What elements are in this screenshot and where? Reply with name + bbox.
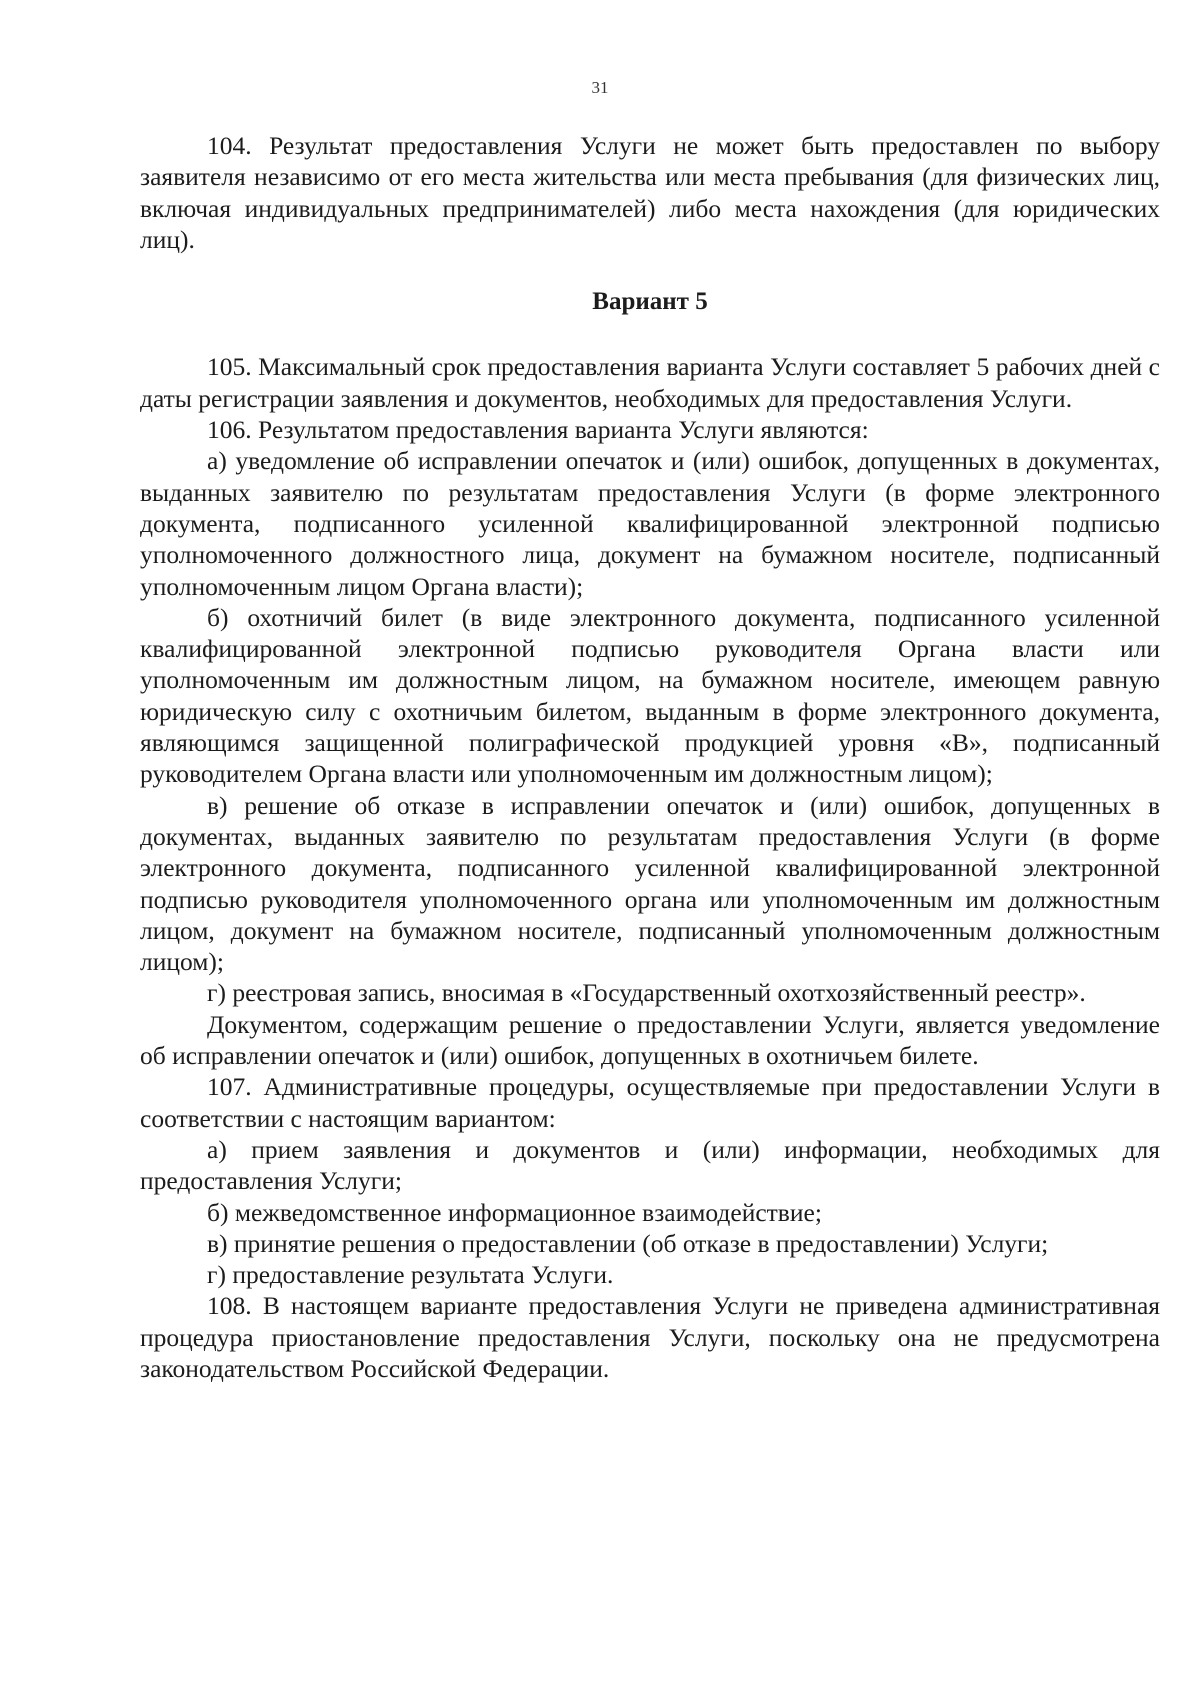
procedure-item-g: г) предоставление результата Услуги.	[207, 1260, 614, 1290]
paragraph-108: 108. В настоящем варианте предоставления Услуги не приведена административная процедура приостановление предоставления Услуги, поскольку она не предусмотрена законодательством Российской Федерации.	[140, 1291, 1160, 1383]
procedure-item-v: в) принятие решения о предоставлении (об отказе в предоставлении) Услуги;	[207, 1228, 1049, 1258]
paragraph-106: 106. Результатом предоставления варианта Услуги являются:	[207, 415, 869, 445]
paragraph-document: Документом, содержащим решение о предоставлении Услуги, является уведомление об исправлении опечаток и (или) ошибок, допущенных в охотничьем билете.	[140, 1009, 1160, 1071]
list-item-b: б) охотничий билет (в виде электронного документа, подписанного усиленной квалифицированной электронной подписью руководителя Органа власти или уполномоченным им должностным лицом, на бумажном носителе, имеющем равную юридическую силу с охотничьим билетом, выданным в форме электронного документа, являющимся защищенной полиграфической продукцией уровня «В», подписанный руководителем Органа власти или уполномоченным им должностным лицом);	[140, 602, 1160, 789]
list-item-g: г) реестровая запись, вносимая в «Государственный охотхозяйственный реестр».	[207, 978, 1086, 1008]
paragraph-105: 105. Максимальный срок предоставления варианта Услуги составляет 5 рабочих дней с даты регистрации заявления и документов, необходимых для предоставления Услуги.	[140, 352, 1160, 413]
procedure-item-b: б) межведомственное информационное взаимодействие;	[207, 1197, 822, 1227]
page-number: 31	[591, 78, 609, 97]
procedure-item-a: а) прием заявления и документов и (или) информации, необходимых для предоставления Услуги;	[140, 1134, 1160, 1196]
list-item-a: а) уведомление об исправлении опечаток и (или) ошибок, допущенных в документах, выданных заявителю по результатам предоставления Услуги (в форме электронного документа, подписанного усиленной квалифицированной электронной подписью уполномоченного должностного лица, документ на бумажном носителе, подписанный уполномоченным лицом Органа власти);	[140, 446, 1160, 601]
paragraph-104: 104. Результат предоставления Услуги не может быть предоставлен по выбору заявителя независимо от его места жительства или места пребывания (для физических лиц, включая индивидуальных предпринимателей) либо места нахождения (для юридических лиц).	[140, 131, 1160, 254]
document-body	[140, 130, 1160, 1384]
list-item-v: в) решение об отказе в исправлении опечаток и (или) ошибок, допущенных в документах, выданных заявителю по результатам предоставления Услуги (в форме электронного документа, подписанного усиленной квалифицированной электронной подписью руководителя уполномоченного органа или уполномоченным им должностным лицом, документ на бумажном носителе, подписанный уполномоченным должностным лицом);	[140, 790, 1160, 977]
paragraph-107: 107. Административные процедуры, осуществляемые при предоставлении Услуги в соответствии с настоящим вариантом:	[140, 1072, 1160, 1133]
section-heading: Вариант 5	[592, 288, 708, 316]
